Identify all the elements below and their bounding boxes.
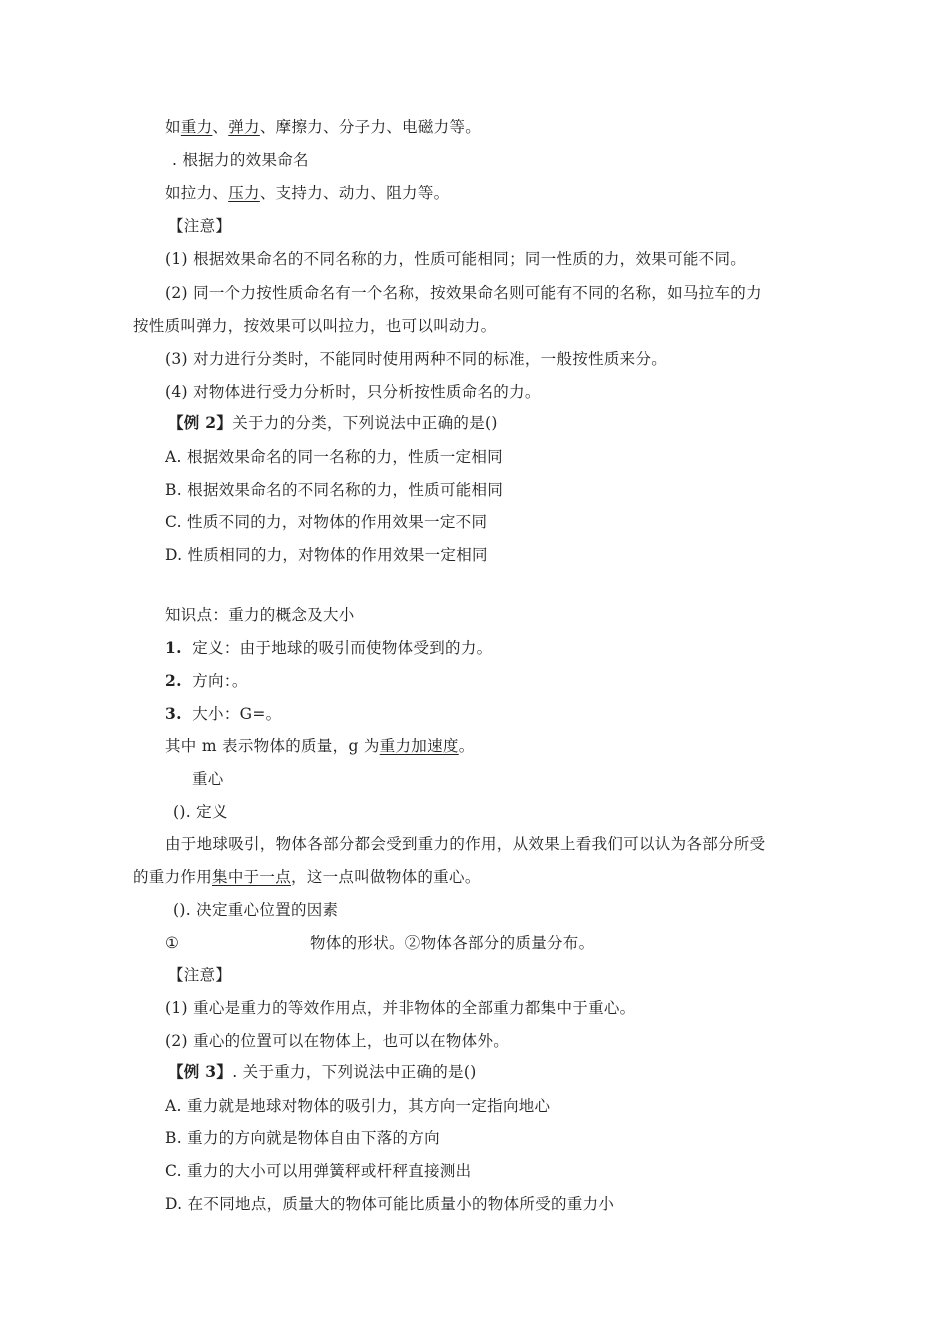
factors-text: 物体的形状。②物体各部分的质量分布。: [310, 934, 595, 952]
option-d-2: D. 在不同地点，质量大的物体可能比质量小的物体所受的重力小: [165, 1195, 615, 1213]
text: 大小：G=。: [192, 705, 282, 723]
mass-note: [165, 736, 475, 756]
note-2-item-2: (2) 重心的位置可以在物体上，也可以在物体外。: [165, 1032, 510, 1050]
question-text: . 关于重力，下列说法中正确的是(): [232, 1063, 477, 1081]
definition-paragraph: 由于地球吸引，物体各部分都会受到重力的作用，从效果上看我们可以认为各部分所受: [165, 835, 766, 853]
underlined-term: 弹力: [228, 118, 260, 136]
item-number: 3.: [165, 704, 182, 723]
item-number: 1.: [165, 638, 182, 657]
force-types-by-nature: [165, 117, 481, 137]
gravity-direction: [165, 671, 248, 691]
underlined-term: 集中于一点: [212, 868, 292, 886]
text: 定义：由于地球的吸引而使物体受到的力。: [192, 639, 493, 657]
text: 方向：。: [192, 672, 248, 690]
section-heading: . 根据力的效果命名: [172, 151, 309, 169]
definition-paragraph-cont: [133, 867, 481, 887]
note-2-item-1: (1) 重心是重力的等效作用点，并非物体的全部重力都集中于重心。: [165, 999, 636, 1017]
text: 、摩擦力、分子力、电磁力等。: [259, 118, 482, 136]
text: 如: [165, 118, 181, 136]
example-label: 【例 2】: [168, 413, 233, 432]
option-a: A. 根据效果命名的同一名称的力，性质一定相同: [165, 448, 503, 466]
example-2-question: [168, 413, 498, 433]
note-item-3: (3) 对力进行分类时，不能同时使用两种不同的标准，一般按性质来分。: [165, 350, 668, 368]
subsection-definition: (). 定义: [173, 803, 228, 821]
gravity-definition: [165, 638, 492, 658]
knowledge-point-heading: 知识点：重力的概念及大小: [165, 606, 355, 624]
text: 、: [212, 118, 229, 136]
option-c: C. 性质不同的力，对物体的作用效果一定不同: [165, 513, 488, 531]
gravity-magnitude: [165, 704, 281, 724]
option-c-2: C. 重力的大小可以用弹簧秤或杆秤直接测出: [165, 1162, 472, 1180]
option-b-2: B. 重力的方向就是物体自由下落的方向: [165, 1129, 440, 1147]
underlined-term: 压力: [228, 184, 260, 202]
note-item-2-cont: 按性质叫弹力，按效果可以叫拉力，也可以叫动力。: [133, 317, 497, 335]
example-3-question: [168, 1062, 477, 1082]
option-d: D. 性质相同的力，对物体的作用效果一定相同: [165, 546, 488, 564]
option-b: B. 根据效果命名的不同名称的力，性质可能相同: [165, 481, 504, 499]
note-item-1: (1) 根据效果命名的不同名称的力，性质可能相同；同一性质的力，效果可能不同。: [165, 250, 747, 268]
underlined-term: 重力: [180, 118, 213, 136]
note-item-2: (2) 同一个力按性质命名有一个名称，按效果命名则可能有不同的名称，如马拉车的力: [165, 284, 762, 302]
question-text: 关于力的分类，下列说法中正确的是(): [232, 414, 498, 432]
text: 的重力作用: [133, 868, 213, 886]
underlined-term: 重力加速度: [379, 737, 459, 755]
note-heading: 【注意】: [168, 217, 232, 235]
note-heading-2: 【注意】: [168, 966, 232, 984]
subsection-factors: (). 决定重心位置的因素: [173, 901, 339, 919]
text: 其中 m 表示物体的质量，g 为: [165, 737, 380, 755]
force-types-by-effect: [165, 183, 449, 203]
item-number: 2.: [165, 671, 182, 690]
factor-marker: ①: [165, 934, 180, 952]
text: ，这一点叫做物体的重心。: [291, 868, 481, 886]
text: 、支持力、动力、阻力等。: [259, 184, 450, 202]
center-of-gravity-heading: 重心: [192, 770, 224, 788]
note-item-4: (4) 对物体进行受力分析时，只分析按性质命名的力。: [165, 383, 541, 401]
option-a-2: A. 重力就是地球对物体的吸引力，其方向一定指向地心: [165, 1097, 551, 1115]
example-label: 【例 3】: [168, 1062, 233, 1081]
text: 。: [458, 737, 475, 755]
text: 如拉力、: [165, 184, 229, 202]
